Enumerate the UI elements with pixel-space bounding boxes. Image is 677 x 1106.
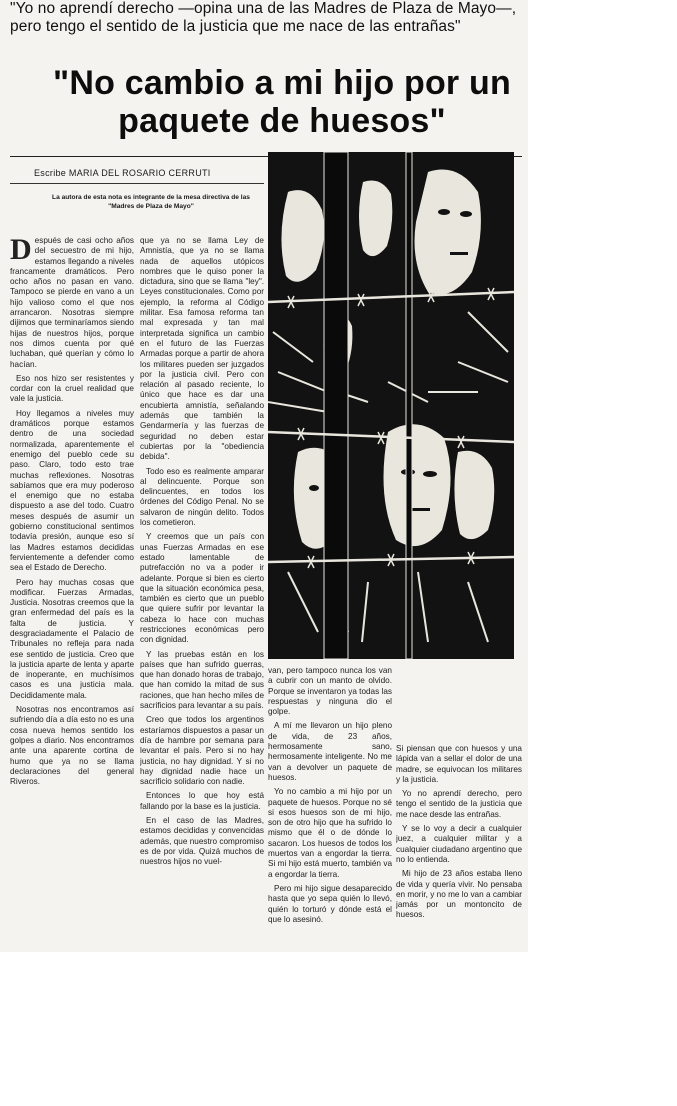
paragraph: Pero hay muchas cosas que modificar. Fuerzas Armadas, Justicia. Nosotras creemos que la gran enfermedad del país es la falta de justicia. Y desgraciadamente el Palacio de Tribunales no refleja para nada ese sentido de justicia. Creo que la justicia aparte de lenta y aparte de inoperante, en muchísimos casos es una justicia mala. Decididamente mala. (10, 577, 134, 700)
author-note: La autora de esta nota es integrante de la mesa directiva de las "Madres de Plaza de Mayo" (52, 194, 250, 210)
drop-cap: D (10, 236, 32, 266)
paragraph: Entonces lo que hoy está fallando por la base es la justicia. (140, 791, 264, 811)
paragraph: Y las pruebas están en los países que han sufrido guerras, que han donado horas de trabajo, que han comido la mitad de sus raciones, que han hecho miles de sacrificios para levantar a su país. (140, 649, 264, 711)
paragraph: Eso nos hizo ser resistentes y cordar con la cruel realidad que vale la justicia. (10, 373, 134, 404)
woodcut-illustration (268, 152, 514, 659)
paragraph: Después de casi ocho años del secuestro de mi hijo, estamos llegando a niveles francamente dramáticos. Pero ocho años no pasan en vano. Tampoco se pierde en vano a un hijo valioso como el que nos arrancaron. Nosotras siempre dijimos que terminaríamos siendo hijas de nuestros hijos, porque nos dimos cuenta por qué luchaban, qué querían y cómo lo hacían. (10, 236, 134, 369)
paragraph: Todo eso es realmente amparar al delincuente. Porque son delincuentes, en todos los órdenes del Código Penal. No se salvaron de ningún delito. Todos los cometieron. (140, 466, 264, 528)
paragraph: En el caso de las Madres, estamos decididas y convencidas además, que nuestro compromiso es de por vida. Quizá muchos de nuestros hijos no vuel- (140, 816, 264, 867)
paragraph: van, pero tampoco nunca los van a cubrir con un manto de olvido. Porque se inventaron ya todas las respuestas y ninguna dio el golpe. (268, 666, 392, 717)
paragraph: Pero mi hijo sigue desaparecido hasta que yo sepa quién lo llevó, quién lo torturó y dónde está el que lo asesinó. (268, 883, 392, 924)
paragraph: Si piensan que con huesos y una lápida van a sellar el dolor de una madre, se equivocan los militares y la justicia. (396, 744, 522, 784)
paragraph: Hoy llegamos a niveles muy dramáticos porque estamos dentro de una sociedad normalizada, aparentemente el enemigo del pueblo cede su paso. Claro, todo esto trae muchas reflexiones. Nosotras sabíamos que era muy poderoso el enemigo que no estaba dispuesto a ase del todo. Cuatro meses después de asumir un gobierno constitucional sentimos todavía presión, aunque eso sí las Madres estamos decididas fervientemente a defender como sea el Estado de Derecho. (10, 408, 134, 573)
paragraph: Y se lo voy a decir a cualquier juez, a cualquier militar y a cualquier ciudadano argentino que no lo entienda. (396, 824, 522, 864)
barbed-wire-faces-graphic (268, 152, 514, 659)
paragraph: Yo no aprendí derecho, pero tengo el sentido de la justicia que me nace desde las entrañas. (396, 789, 522, 819)
text-column-4 (396, 744, 522, 950)
paragraph: Y creemos que un país con unas Fuerzas Armadas en ese estado lamentable de putrefacción no va a poder ir adelante. Porque si bien es cierto que la situación económica pesa, también es cierto que un pueblo que quiere sufrir por levantar la cabeza lo hace con muchas restricciones económicas pero con dignidad. (140, 532, 264, 645)
headline: "No cambio a mi hijo por un paquete de huesos" (53, 64, 511, 140)
paragraph: Nosotras nos encontramos así sufriendo día a día esto no es una cosa nueva hemos sentido los golpes a diario. Nos encontramos ante una aparente cortina de humo que ya no se llama declaraciones del general Riveros. (10, 705, 134, 787)
paragraph: que ya no se llama Ley de Amnistía, que ya no se llama nada de aquellos utópicos nombres que le quiso poner la dictadura, sino que se llama "ley". Leyes constitucionales. Como por ejemplo, la reforma al Código militar. Esa famosa reforma tan mal expresada y tan mal interpretada significa un cambio en el futuro de las Fuerzas Armadas porque a partir de ahora los militares pueden ser juzgados por la justicia civil. Pero con relación al pasado reciente, lo único que hace es dar una encubierta amnistía, señalando además que también la Gendarmería y las fuerzas de seguridad no deben estar cubiertas por la "obediencia debida". (140, 236, 264, 462)
text-column-3 (268, 666, 392, 948)
text-column-1 (10, 236, 134, 858)
byline-rule (10, 183, 264, 184)
text-column-2 (140, 236, 264, 948)
kicker-quote: "Yo no aprendí derecho —opina una de las Madres de Plaza de Mayo—, pero tengo el sentido de la justicia que me nace de las entrañas" (10, 0, 517, 35)
paragraph: A mí me llevaron un hijo pleno de vida, de 23 años, hermosamente sano, hermosamente inteligente. No me van a devolver un paquete de huesos. (268, 721, 392, 782)
paragraph: Creo que todos los argentinos estaríamos dispuestos a pasar un día de hambre por semana para levantar el país. Pero si no hay justicia, no hay dignidad. Y si no hay dignidad nadie hace un sacrificio solidario con nadie. (140, 715, 264, 787)
paragraph: Yo no cambio a mi hijo por un paquete de huesos. Porque no sé si esos huesos son de mi hijo, son de otro hijo que ha sufrido lo mismo que él o de dónde lo sacaron. Los huesos de todos los muertos van a engordar la tierra. Si mi hijo está muerto, también va a engordar la tierra. (268, 787, 392, 879)
byline: Escribe MARIA DEL ROSARIO CERRUTI (34, 168, 211, 178)
paragraph: Mi hijo de 23 años estaba lleno de vida y quería vivir. No pensaba en morir, y no me lo van a cambiar jamás por un montoncito de huesos. (396, 869, 522, 920)
